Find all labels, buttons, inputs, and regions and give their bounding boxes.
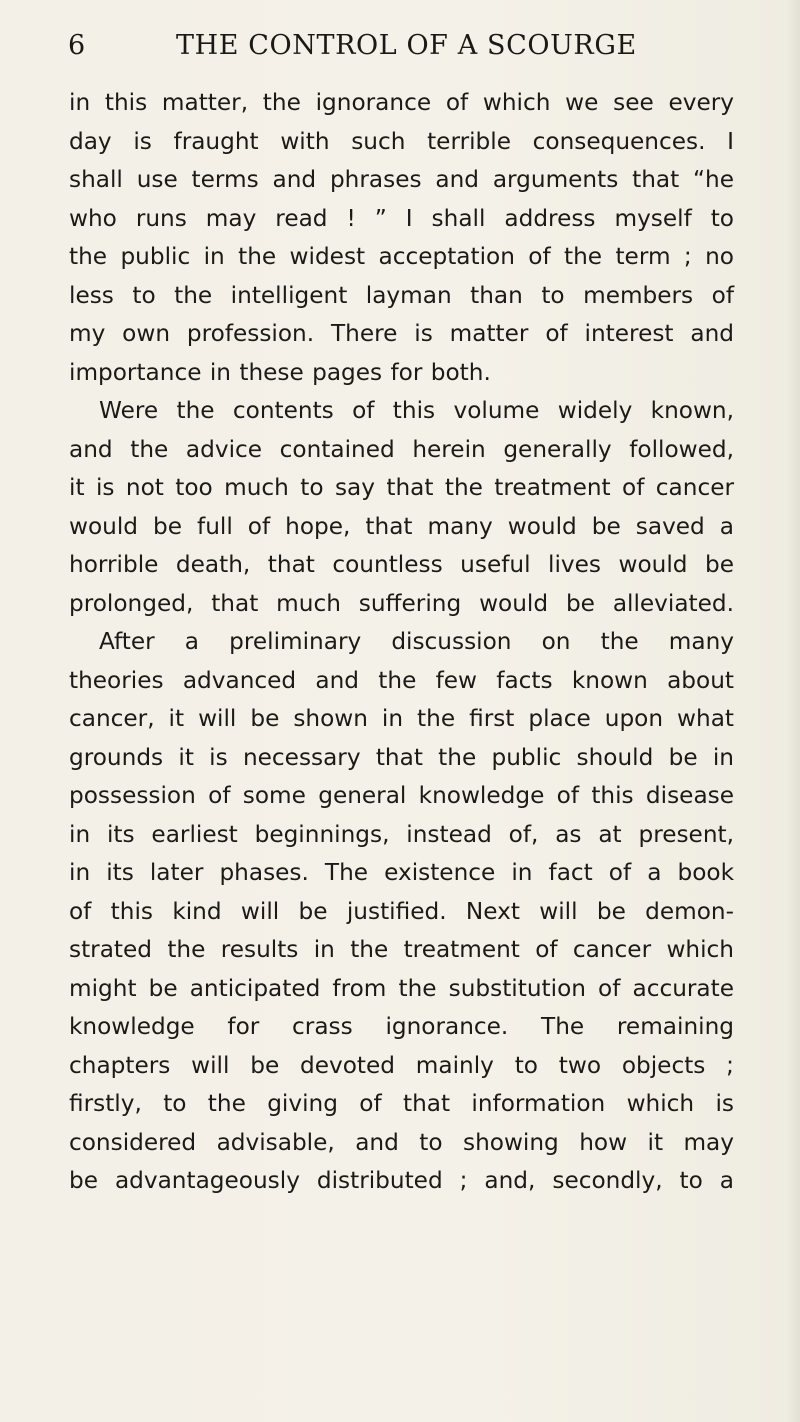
text-line: After a preliminary discussion on the many [99, 628, 734, 655]
text-line: cancer, it will be shown in the first place upon what [69, 705, 734, 732]
text-line: and the advice contained herein generally followed, [69, 435, 734, 463]
text-line: strated the results in the treatment of cancer which [69, 936, 734, 963]
page-number: 6 [68, 30, 86, 61]
text-line: importance in these pages for both. [69, 358, 491, 386]
text-line: horrible death, that countless useful lives would be [69, 551, 734, 578]
text-line: it is not too much to say that the treatment of cancer [69, 474, 734, 501]
text-line: day is fraught with such terrible consequences. I [69, 127, 734, 155]
text-line: firstly, to the giving of that information which is [69, 1090, 734, 1117]
running-head [68, 28, 733, 68]
text-line: who runs may read ! ” I shall address myself to [69, 204, 734, 232]
text-line: the public in the widest acceptation of the term ; no [69, 243, 734, 270]
text-line: would be full of hope, that many would be saved a [69, 512, 734, 540]
text-line: my own profession. There is matter of interest and [69, 320, 734, 347]
text-line: knowledge for crass ignorance. The remaining [69, 1013, 734, 1040]
text-line: in its earliest beginnings, instead of, as at present, [69, 820, 734, 848]
text-line: grounds it is necessary that the public should be in [69, 743, 734, 771]
text-line: prolonged, that much suffering would be alleviated. [69, 589, 734, 617]
body-text [69, 84, 734, 1201]
running-title: THE CONTROL OF A SCOURGE [176, 30, 637, 61]
text-line: theories advanced and the few facts known about [69, 666, 734, 694]
text-line: in its later phases. The existence in fact of a book [69, 859, 734, 886]
text-line: less to the intelligent layman than to members of [69, 281, 734, 309]
text-line: considered advisable, and to showing how it may [69, 1128, 734, 1156]
text-line: chapters will be devoted mainly to two objects ; [69, 1051, 734, 1079]
page-edge-shadow [786, 0, 800, 1422]
text-line: in this matter, the ignorance of which we see every [69, 89, 734, 116]
text-line: possession of some general knowledge of this disease [69, 782, 734, 809]
text-line: of this kind will be justified. Next will be demon- [69, 897, 734, 925]
text-line: might be anticipated from the substitution of accurate [69, 974, 734, 1002]
text-line: Were the contents of this volume widely known, [99, 397, 734, 424]
text-line: shall use terms and phrases and arguments that “he [69, 166, 734, 193]
text-line: be advantageously distributed ; and, secondly, to a [69, 1167, 734, 1194]
